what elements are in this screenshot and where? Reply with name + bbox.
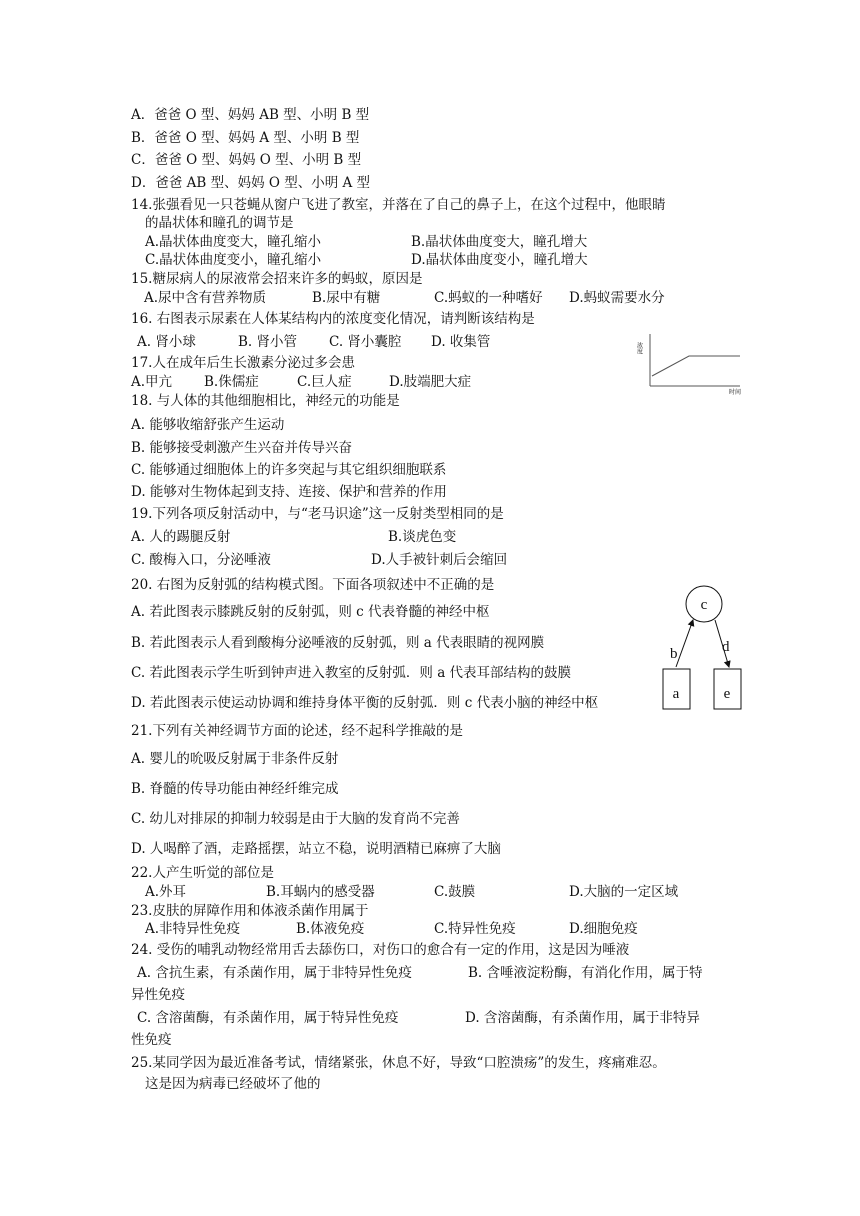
- q17-stem: 17.人在成年后生长激素分泌过多会患: [131, 355, 355, 371]
- q18-option-d: D. 能够对生物体起到支持、连接、保护和营养的作用: [131, 484, 447, 500]
- q21-option-d: D. 人喝醉了酒，走路摇摆，站立不稳，说明酒精已麻痹了大脑: [131, 841, 501, 857]
- q14-option-d: D.晶状体曲度变小，瞳孔增大: [411, 252, 588, 268]
- q14-stem-cont: 的晶状体和瞳孔的调节是: [145, 215, 294, 231]
- q13-option-b: B．爸爸 O 型、妈妈 A 型、小明 B 型: [131, 130, 360, 146]
- q24-option-a: A. 含抗生素，有杀菌作用，属于非特异性免疫: [137, 965, 412, 981]
- q15-option-b: B.尿中有糖: [312, 290, 381, 306]
- q25-stem: 25.某同学因为最近准备考试，情绪紧张，休息不好，导致“口腔溃疡”的发生，疼痛难忍。: [131, 1055, 666, 1071]
- node-c-label: c: [700, 597, 708, 613]
- q15-option-d: D.蚂蚁需要水分: [569, 290, 665, 306]
- q24-stem: 24. 受伤的哺乳动物经常用舌去舔伤口，对伤口的愈合有一定的作用，这是因为唾液: [131, 942, 630, 958]
- label-d: d: [722, 639, 730, 655]
- q18-option-a: A. 能够收缩舒张产生运动: [131, 417, 285, 433]
- q20-stem: 20. 右图为反射弧的结构模式图。下面各项叙述中不正确的是: [131, 577, 495, 593]
- q22-stem: 22.人产生听觉的部位是: [131, 865, 274, 881]
- q13-option-a: A．爸爸 O 型、妈妈 AB 型、小明 B 型: [131, 107, 370, 123]
- q18-stem: 18. 与人体的其他细胞相比，神经元的功能是: [131, 393, 400, 409]
- q22-option-c: C.鼓膜: [434, 884, 476, 900]
- q13-option-d: D．爸爸 AB 型、妈妈 O 型、小明 A 型: [131, 175, 371, 191]
- q19-option-d: D.人手被针刺后会缩回: [371, 552, 508, 568]
- q20-option-b: B. 若此图表示人看到酸梅分泌唾液的反射弧，则 a 代表眼睛的视网膜: [131, 635, 545, 651]
- q22-option-b: B.耳蜗内的感受器: [266, 884, 375, 900]
- q20-option-a: A. 若此图表示膝跳反射的反射弧，则 c 代表脊髓的神经中枢: [131, 604, 490, 620]
- graph-x-label: 时间: [729, 389, 742, 396]
- reflex-arc-diagram: [660, 578, 750, 714]
- q16-stem: 16. 右图表示尿素在人体某结构内的浓度变化情况，请判断该结构是: [131, 311, 535, 327]
- q15-option-c: C.蚂蚁的一种嗜好: [434, 290, 543, 306]
- box-a-label: a: [672, 686, 680, 702]
- urea-concentration-graph: [636, 330, 742, 396]
- q19-option-b: B.谈虎色变: [388, 529, 457, 545]
- label-b: b: [670, 646, 678, 662]
- q24-option-b: B. 含唾液淀粉酶，有消化作用，属于特: [468, 965, 703, 981]
- q13-option-c: C．爸爸 O 型、妈妈 O 型、小明 B 型: [131, 152, 362, 168]
- q16-option-a: A. 肾小球: [137, 334, 196, 350]
- q24-option-c: C. 含溶菌酶，有杀菌作用，属于特异性免疫: [137, 1010, 399, 1026]
- q14-option-b: B.晶状体曲度变大，瞳孔增大: [411, 234, 588, 250]
- graph-y-label: 浓度: [636, 342, 643, 354]
- q18-option-c: C. 能够通过细胞体上的许多突起与其它组织细胞联系: [131, 462, 447, 478]
- q21-option-a: A. 婴儿的吮吸反射属于非条件反射: [131, 751, 339, 767]
- q25-stem-cont: 这是因为病毒已经破坏了他的: [145, 1076, 321, 1092]
- q23-option-c: C.特异性免疫: [434, 921, 516, 937]
- arrow-b: [676, 620, 693, 667]
- q17-option-a: A.甲亢: [131, 374, 173, 390]
- q17-option-c: C.巨人症: [297, 374, 352, 390]
- q19-option-a: A. 人的踢腿反射: [131, 529, 231, 545]
- q23-stem: 23.皮肤的屏障作用和体液杀菌作用属于: [131, 903, 369, 919]
- q19-stem: 19.下列各项反射活动中，与“老马识途”这一反射类型相同的是: [131, 506, 504, 522]
- q24-option-b-cont: 异性免疫: [131, 987, 185, 1003]
- q14-option-a: A.晶状体曲度变大，瞳孔缩小: [145, 234, 322, 250]
- q15-option-a: A.尿中含有营养物质: [144, 290, 267, 306]
- q24-option-d: D. 含溶菌酶，有杀菌作用，属于非特异: [465, 1010, 700, 1026]
- q17-option-d: D.肢端肥大症: [389, 374, 472, 390]
- q16-option-c: C. 肾小囊腔: [329, 334, 402, 350]
- q16-option-d: D. 收集管: [431, 334, 491, 350]
- q21-stem: 21.下列有关神经调节方面的论述，经不起科学推敲的是: [131, 723, 463, 739]
- q23-option-b: B.体液免疫: [296, 921, 365, 937]
- q20-option-c: C. 若此图表示学生听到钟声进入教室的反射弧．则 a 代表耳部结构的鼓膜: [131, 665, 572, 681]
- q16-option-b: B. 肾小管: [238, 334, 298, 350]
- q14-stem: 14.张强看见一只苍蝇从窗户飞进了教室，并落在了自己的鼻子上，在这个过程中，他眼睛: [131, 197, 666, 213]
- q24-option-d-cont: 性免疫: [131, 1032, 172, 1048]
- q15-stem: 15.糖尿病人的尿液常会招来许多的蚂蚁，原因是: [131, 271, 423, 287]
- q21-option-c: C. 幼儿对排尿的抑制力较弱是由于大脑的发育尚不完善: [131, 811, 460, 827]
- q23-option-d: D.细胞免疫: [569, 921, 638, 937]
- q14-option-c: C.晶状体曲度变小，瞳孔缩小: [145, 252, 322, 268]
- q20-option-d: D. 若此图表示使运动协调和维持身体平衡的反射弧．则 c 代表小脑的神经中枢: [131, 695, 599, 711]
- q18-option-b: B. 能够接受刺激产生兴奋并传导兴奋: [131, 440, 353, 456]
- graph-curve: [652, 356, 740, 376]
- q22-option-a: A.外耳: [145, 884, 187, 900]
- box-e-label: e: [723, 686, 731, 702]
- q23-option-a: A.非特异性免疫: [145, 921, 241, 937]
- q17-option-b: B.侏儒症: [204, 374, 259, 390]
- q21-option-b: B. 脊髓的传导功能由神经纤维完成: [131, 781, 339, 797]
- q19-option-c: C. 酸梅入口，分泌唾液: [131, 552, 271, 568]
- q22-option-d: D.大脑的一定区域: [569, 884, 679, 900]
